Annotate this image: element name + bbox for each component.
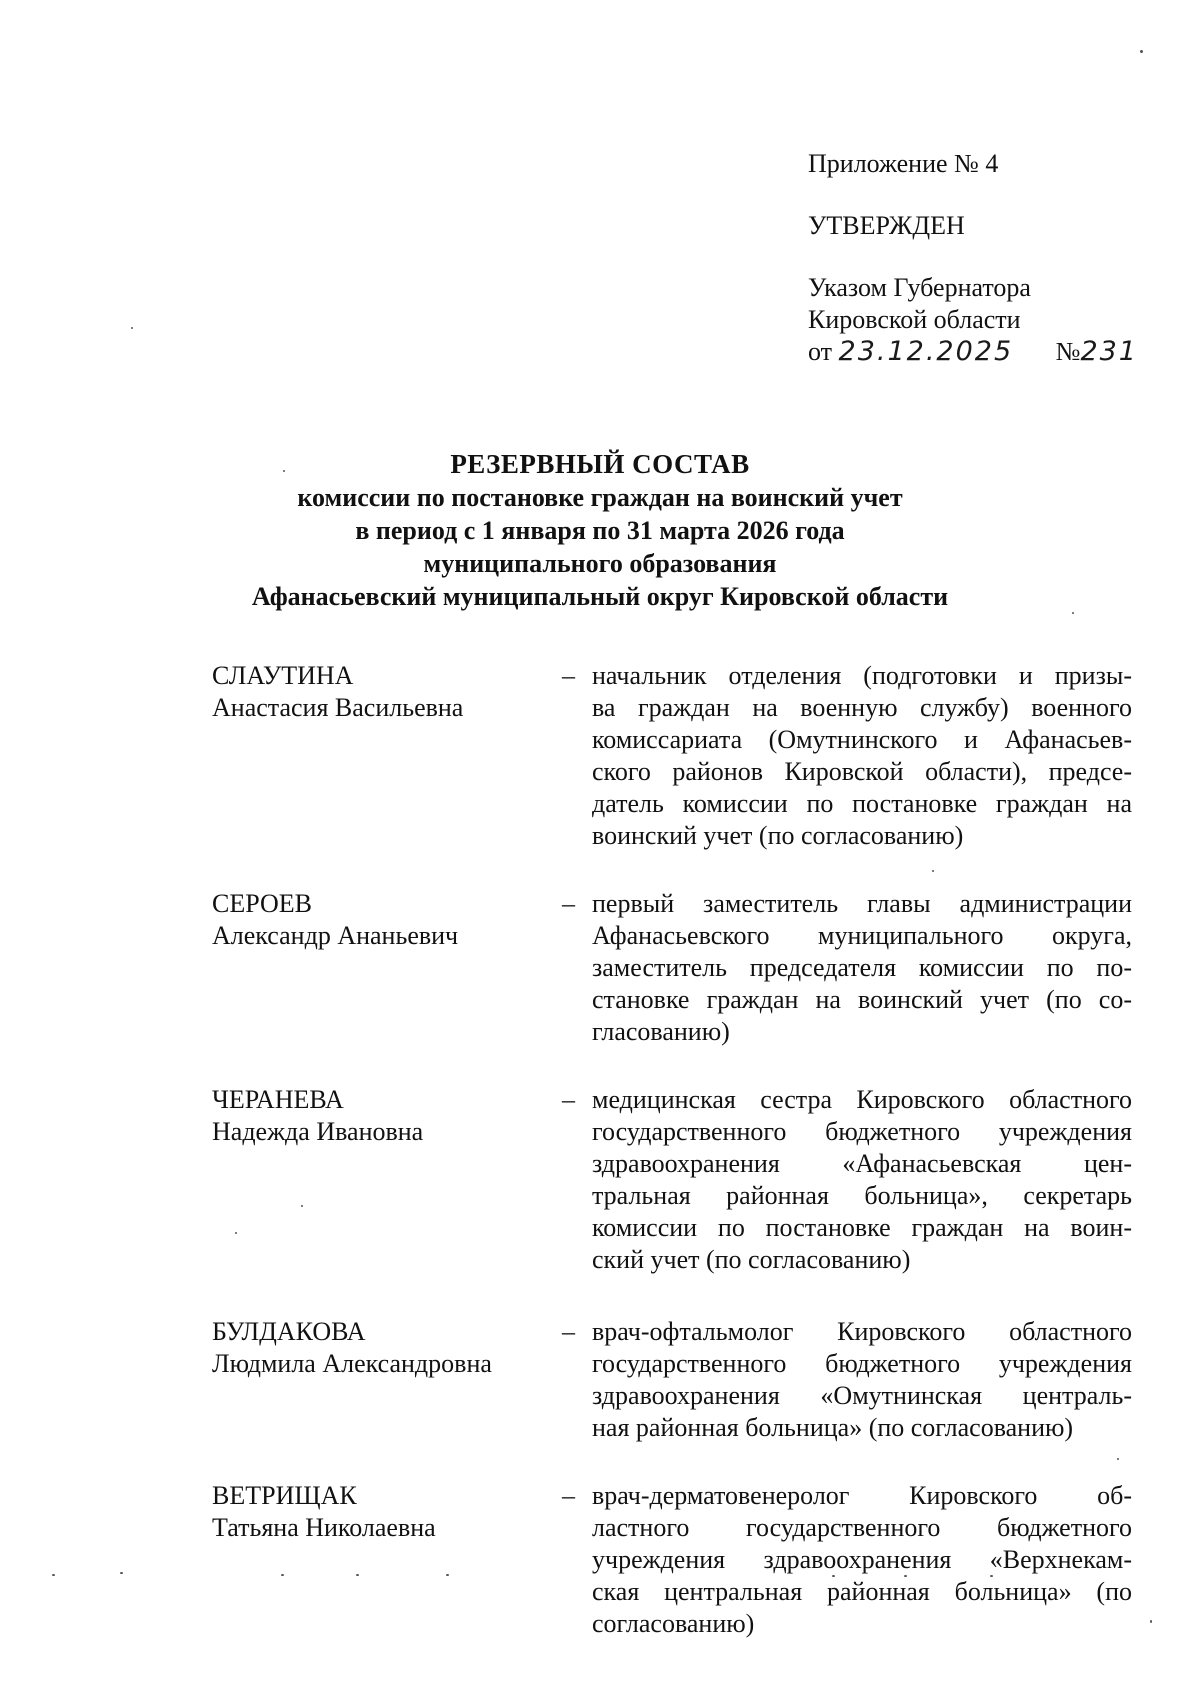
handwritten-number: 231 (1080, 336, 1138, 367)
approval-stamp (808, 148, 1188, 368)
role-line: государственного бюджетного учреждения (592, 1349, 1132, 1378)
member-surname: БУЛДАКОВА (212, 1317, 366, 1346)
role-line: здравоохранения «Омутнинская централь- (592, 1381, 1132, 1410)
member-surname: СЛАУТИНА (212, 661, 354, 690)
role-line: ская центральная районная больница» (по (592, 1577, 1132, 1606)
role-line: учреждения здравоохранения «Верхнекам- (592, 1545, 1132, 1574)
role-line: заместитель председателя комиссии по по- (592, 953, 1132, 982)
number-prefix: № (1055, 337, 1081, 366)
role-line: комиссии по постановке граждан на воин- (592, 1213, 1132, 1242)
role-line: становке граждан на воинский учет (по со- (592, 985, 1132, 1014)
title-line: Афанасьевский муниципальный округ Кировской области (251, 582, 949, 611)
decree-line-2: Кировской области (808, 305, 1021, 334)
member-role (592, 660, 1132, 852)
scan-speck (1117, 1458, 1119, 1460)
role-line: первый заместитель главы администрации (592, 889, 1132, 918)
member-entry (212, 660, 1132, 888)
member-role (592, 1316, 1132, 1444)
member-name (212, 660, 542, 724)
dash-separator: – (562, 1317, 575, 1346)
role-line: согласованию) (592, 1609, 755, 1638)
role-line: врач-офтальмолог Кировского областного (592, 1317, 1132, 1346)
dash-separator: – (562, 661, 575, 690)
role-line: начальник отделения (подготовки и призы- (592, 661, 1132, 690)
role-line: комиссариата (Омутнинского и Афанасьев- (592, 725, 1132, 754)
scan-speck (1072, 612, 1074, 614)
member-given-name: Анастасия Васильевна (212, 693, 464, 722)
role-line: тральная районная больница», секретарь (592, 1181, 1132, 1210)
role-line: врач-дерматовенеролог Кировского об- (592, 1481, 1132, 1510)
member-entry (212, 1084, 1132, 1316)
role-line: Афанасьевского муниципального округа, (592, 921, 1132, 950)
scan-speck (283, 470, 285, 472)
dash-separator: – (562, 1481, 575, 1510)
title-line: комиссии по постановке граждан на воинский учет (297, 483, 903, 512)
title-line: в период с 1 января по 31 марта 2026 года (355, 516, 845, 545)
scan-speck (904, 1575, 907, 1577)
member-surname: ЧЕРАНЕВА (212, 1085, 344, 1114)
member-list (212, 660, 1132, 1650)
document-title (0, 448, 1200, 613)
scan-speck (1150, 1620, 1152, 1623)
member-role (592, 1480, 1132, 1640)
dash-separator: – (562, 889, 575, 918)
role-line: ского районов Кировской области), предсе- (592, 757, 1132, 786)
member-given-name: Александр Ананьевич (212, 921, 459, 950)
role-line: ластного государственного бюджетного (592, 1513, 1132, 1542)
role-line: воинский учет (по согласованию) (592, 821, 964, 850)
scan-speck (301, 1205, 303, 1207)
scan-speck (832, 1575, 835, 1577)
scan-speck (281, 1574, 284, 1576)
scan-speck (990, 1575, 993, 1577)
title-main: РЕЗЕРВНЫЙ СОСТАВ (450, 449, 750, 479)
handwritten-date: 23.12.2025 (838, 336, 1014, 367)
scan-speck (131, 327, 133, 329)
member-name (212, 1084, 542, 1148)
role-line: датель комиссии по постановке граждан на (592, 789, 1132, 818)
scan-speck (1140, 50, 1143, 53)
dash-separator: – (562, 1085, 575, 1114)
member-name (212, 1316, 542, 1380)
member-name (212, 1480, 542, 1544)
decree-line-1: Указом Губернатора (808, 273, 1031, 302)
scan-speck (446, 1574, 449, 1576)
appendix-number: Приложение № 4 (808, 149, 999, 178)
scan-speck (120, 1572, 123, 1574)
member-role (592, 888, 1132, 1048)
role-line: ва граждан на военную службу) военного (592, 693, 1132, 722)
member-given-name: Надежда Ивановна (212, 1117, 424, 1146)
scan-speck (52, 1574, 55, 1576)
member-given-name: Татьяна Николаевна (212, 1513, 436, 1542)
member-name (212, 888, 542, 952)
member-entry (212, 1316, 1132, 1480)
scan-speck (235, 1232, 237, 1234)
role-line: ский учет (по согласованию) (592, 1245, 911, 1274)
scan-speck (932, 870, 934, 872)
member-role (592, 1084, 1132, 1276)
member-entry (212, 1480, 1132, 1650)
role-line: ная районная больница» (по согласованию) (592, 1413, 1074, 1442)
role-line: государственного бюджетного учреждения (592, 1117, 1132, 1146)
member-entry (212, 888, 1132, 1084)
date-prefix: от (808, 337, 833, 366)
role-line: гласованию) (592, 1017, 730, 1046)
role-line: здравоохранения «Афанасьевская цен- (592, 1149, 1132, 1178)
decree-date-line (808, 336, 1188, 368)
member-surname: ВЕТРИЩАК (212, 1481, 357, 1510)
member-surname: СЕРОЕВ (212, 889, 313, 918)
title-line: муниципального образования (423, 549, 777, 578)
member-given-name: Людмила Александровна (212, 1349, 492, 1378)
scan-speck (356, 1574, 359, 1576)
approved-label: УТВЕРЖДЕН (808, 211, 965, 240)
role-line: медицинская сестра Кировского областного (592, 1085, 1132, 1114)
